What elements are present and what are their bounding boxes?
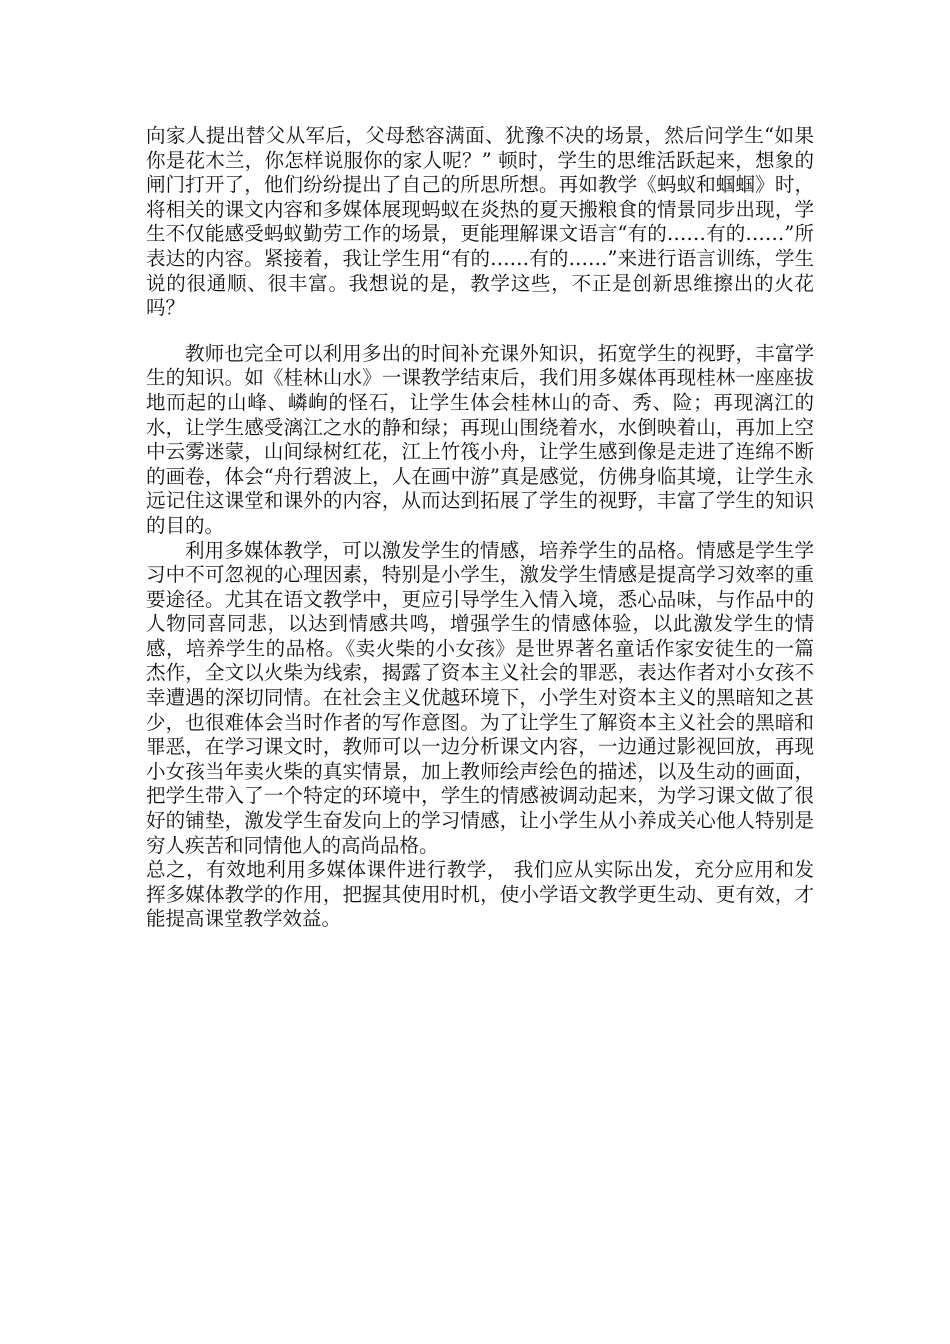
paragraph-3: 利用多媒体教学，可以激发学生的情感，培养学生的品格。情感是学生学习中不可忽视的心理因素，特别是小学生，激发学生情感是提高学习效率的重要途径。尤其在语文教学中，更应引导学生入情入境，悉心品味，与作品中的人物同喜同悲，以达到情感共鸣，增强学生的情感体验，以此激发学生的情感，培养学生的品格。《卖火柴的小女孩》是世界著名童话作家安徒生的一篇杰作，全文以火柴为线索，揭露了资本主义社会的罪恶，表达作者对小女孩不幸遭遇的深切同情。在社会主义优越环境下，小学生对资本主义的黑暗知之甚少，也很难体会当时作者的写作意图。为了让学生了解资本主义社会的黑暗和罪恶，在学习课文时，教师可以一边分析课文内容，一边通过影视回放，再现小女孩当年卖火柴的真实情景，加上教师绘声绘色的描述，以及生动的画面，把学生带入了一个特定的环境中，学生的情感被调动起来，为学习课文做了很好的铺垫，激发学生奋发向上的学习情感，让小学生从小养成关心他人特别是穷人疾苦和同情他人的高尚品格。 bbox=[146, 538, 814, 857]
document-body bbox=[146, 124, 814, 932]
paragraph-4: 总之，有效地利用多媒体课件进行教学， 我们应从实际出发，充分应用和发挥多媒体教学的作用，把握其使用时机，使小学语文教学更生动、更有效，才能提高课堂教学效益。 bbox=[146, 858, 814, 931]
paragraph-1: 向家人提出替父从军后，父母愁容满面、犹豫不决的场景，然后问学生“如果你是花木兰，你怎样说服你的家人呢？” 顿时，学生的思维活跃起来，想象的闸门打开了，他们纷纷提出了自己的所思所想。再如教学《蚂蚁和蝈蝈》时，将相关的课文内容和多媒体展现蚂蚁在炎热的夏天搬粮食的情景同步出现，学生不仅能感受蚂蚁勤劳工作的场景，更能理解课文语言“有的……有的……”所表达的内容。紧接着，我让学生用“有的……有的……”来进行语言训练，学生说的很通顺、很丰富。我想说的是，教学这些，不正是创新思维擦出的火花吗？ bbox=[146, 124, 814, 320]
paragraph-2: 教师也完全可以利用多出的时间补充课外知识，拓宽学生的视野，丰富学生的知识。如《桂林山水》一课教学结束后，我们用多媒体再现桂林一座座拔地而起的山峰、嶙峋的怪石，让学生体会桂林山的奇、秀、险；再现漓江的水，让学生感受漓江之水的静和绿；再现山围绕着水，水倒映着山，再加上空中云雾迷蒙，山间绿树红花，江上竹筏小舟，让学生感到像是走进了连绵不断的画卷，体会“舟行碧波上，人在画中游”真是感觉，仿佛身临其境，让学生永远记住这课堂和课外的内容，从而达到拓展了学生的视野，丰富了学生的知识的目的。 bbox=[146, 341, 814, 537]
